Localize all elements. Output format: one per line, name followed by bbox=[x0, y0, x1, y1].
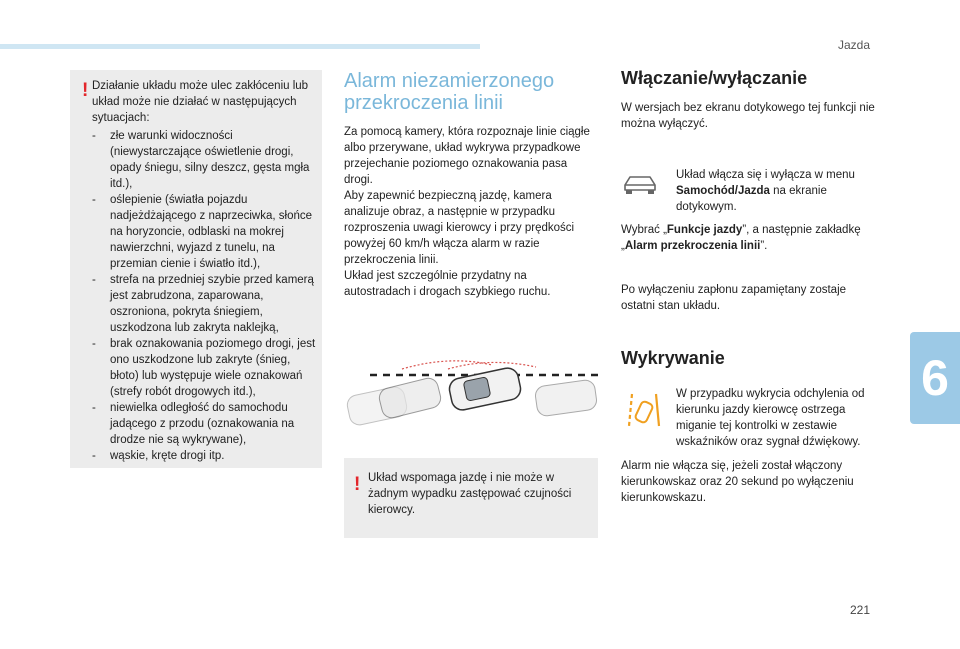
warning-arc-right bbox=[448, 362, 536, 369]
select-instruction bbox=[621, 222, 883, 254]
lane-departure-warning-lamp-icon bbox=[626, 390, 662, 430]
chapter-tab: 6 bbox=[910, 332, 960, 424]
detect-paragraph-2: Alarm nie włącza się, jeżeli został włączony kierunkowskaz oraz 20 sekund po wyłączeniu kierunkowskazu. bbox=[621, 460, 854, 504]
select-text-pre: Wybrać „ bbox=[621, 224, 667, 236]
onoff-title: Włączanie/wyłączanie bbox=[621, 68, 808, 88]
ignition-note: Po wyłączeniu zapłonu zapamiętany zostaje ostatni stan układu. bbox=[621, 284, 847, 312]
assist-note: Układ wspomaga jazdę i nie może w żadnym wypadku zastępować czujności kierowcy. bbox=[368, 472, 572, 516]
car-main bbox=[447, 366, 522, 412]
onoff-section bbox=[621, 70, 891, 86]
menu-text-post: na ekranie dotykowym. bbox=[676, 185, 827, 213]
detect-paragraph-1: W przypadku wykrycia odchylenia od kierunku jazdy kierowcę ostrzega miganie tej kontrolki w zestawie wskaźników oraz sygnał dźwiękowy. bbox=[676, 388, 865, 448]
car-icon bbox=[621, 172, 659, 198]
alarm-section bbox=[344, 70, 594, 300]
car-ghost-3 bbox=[534, 379, 598, 417]
warning-arc-left bbox=[402, 361, 492, 369]
section-name: Jazda bbox=[837, 38, 870, 52]
page-number: 221 bbox=[849, 603, 870, 617]
list-item: - strefa na przedniej szybie przed kamerą jest zabrudzona, zaparowana, oszroniona, pokryta śniegiem, uszkodzona lub zakryta naklejką, bbox=[92, 272, 316, 336]
warning-list bbox=[92, 128, 316, 464]
list-item: - wąskie, kręte drogi itp. bbox=[92, 448, 316, 464]
alarm-title-line2: przekroczenia linii bbox=[344, 92, 503, 114]
alarm-paragraph-1: Za pomocą kamery, która rozpoznaje linie ciągłe albo przerywane, układ wykrywa przypadkowe przejechanie poziomego oznakowania pasa drogi. bbox=[344, 126, 590, 186]
car-ghost-2 bbox=[377, 376, 442, 420]
warning-intro: Działanie układu może ulec zakłóceniu lub układ może nie działać w następujących sytuacjach: bbox=[92, 80, 309, 124]
alarm-paragraph-2: Aby zapewnić bezpieczną jazdę, kamera analizuje obraz, a następnie w przypadku rozproszenia uwagi kierowcy i przy prędkości powyżej 60 km/h włącza alarm w razie przekroczenia linii. bbox=[344, 190, 575, 266]
menu-path: Samochód/Jazda bbox=[676, 185, 770, 197]
warning-exclamation-icon: ! bbox=[82, 80, 89, 101]
top-accent-bar bbox=[0, 44, 480, 49]
alarm-paragraph-3: Układ jest szczególnie przydatny na autostradach i drogach szybkiego ruchu. bbox=[344, 270, 551, 298]
warning-exclamation-icon: ! bbox=[354, 474, 361, 495]
select-text-post: ”. bbox=[760, 240, 768, 252]
select-tab: Alarm przekroczenia linii bbox=[624, 240, 761, 252]
alarm-title-line1: Alarm niezamierzonego bbox=[344, 70, 555, 92]
list-item: - brak oznakowania poziomego drogi, jest ono uszkodzone lub zakryte (śnieg, błoto) lub występuje wiele oznakowań (strefy robót drogowych itd.), bbox=[92, 336, 316, 400]
detect-title: Wykrywanie bbox=[621, 348, 725, 368]
menu-instruction bbox=[676, 167, 872, 215]
list-item: - niewielka odległość do samochodu jadącego z przodu (oznakowania na drodze nie są wykrywane), bbox=[92, 400, 316, 448]
select-text-mid: ”, a następnie zakładkę „ bbox=[621, 224, 861, 252]
warning-box-assist bbox=[344, 458, 598, 538]
alarm-title bbox=[344, 70, 594, 114]
warning-box-conditions bbox=[70, 70, 322, 468]
list-item: - złe warunki widoczności (niewystarczające oświetlenie drogi, opady śniegu, silny deszcz, gęsta mgła itd.), bbox=[92, 128, 316, 192]
list-item: - oślepienie (światła pojazdu nadjeżdżającego z naprzeciwka, słońce na horyzoncie, odblaski na mokrej nawierzchni, wyjazd z tunelu, na przemian cienie i światło itd.), bbox=[92, 192, 316, 272]
lane-departure-illustration bbox=[340, 355, 600, 433]
menu-text-pre: Układ włącza się i wyłącza w menu bbox=[676, 169, 855, 181]
select-function: Funkcje jazdy bbox=[666, 224, 743, 236]
onoff-paragraph-1: W wersjach bez ekranu dotykowego tej funkcji nie można wyłączyć. bbox=[621, 102, 875, 130]
